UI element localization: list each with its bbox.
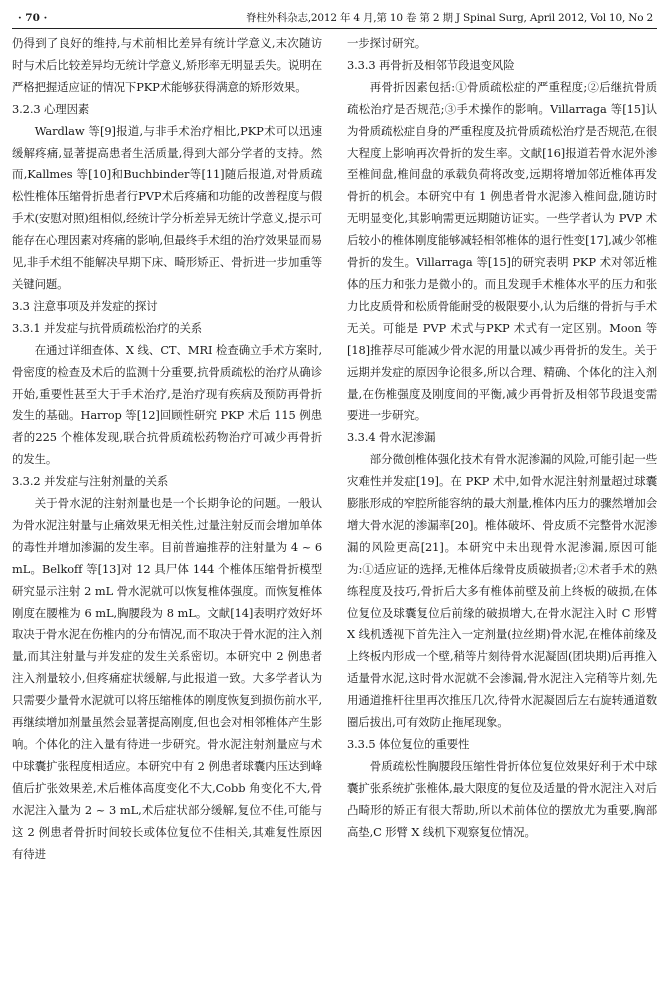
heading-3-3-3: 3.3.3 再骨折及相邻节段退变风险	[347, 57, 515, 72]
page-number: · 70 ·	[18, 12, 48, 24]
right-column	[347, 33, 657, 844]
heading-3-3: 3.3 注意事项及并发症的探讨	[12, 298, 158, 313]
heading-3-3-5: 3.3.5 体位复位的重要性	[347, 737, 470, 751]
paragraph-continued: 仍得到了良好的维持,与术前相比差异有统计学意义,末次随访时与术后比较差异均无统计学意义,矫形率无明显丢失。说明在严格把握适应证的情况下PKP术能够获得满意的矫形效果。	[12, 36, 322, 94]
heading-3-3-4: 3.3.4 骨水泥渗漏	[347, 430, 436, 445]
heading-3-3-2: 3.3.2 并发症与注射剂量的关系	[12, 474, 169, 489]
paragraph-cement-leakage: 部分微创椎体强化技术有骨水泥渗漏的风险,可能引起一些灾难性并发症[19]。在 PKP 术中,如骨水泥注射剂量超过球囊膨胀形成的窄腔所能容纳的最大剂量,椎体内压力的骤然增加会增大骨水泥的渗漏率[20]。椎体破坏、骨皮质不完整骨水泥渗漏的风险更高[21]。本研究中未出现骨水泥渗漏,原因可能为:①适应证的选择,无椎体后缘骨皮质破损者;②术者手术的熟练程度及技巧,骨折后大多有椎体前壁及前上终板的破损,在体位复位及球囊复位后前缘的破损增大,在骨水泥注入时 C 形臂 X 线机透视下首先注入一定剂量(拉丝期)骨水泥,在椎体前缘及上终板内形成一个壁,稍等片刻待骨水泥凝固(团块期)后再推入适量骨水泥,这时骨水泥就不会渗漏,骨水泥注入完稍等片刻,先用通道推杆往里再次推压几次,待骨水泥凝固后左右旋转通道数圈后拔出,可有效防止拖尾现象。	[347, 452, 657, 730]
paragraph-osteoporosis-treatment: 在通过详细查体、X 线、CT、MRI 检查确立手术方案时,骨密度的检查及术后的监测十分重要,抗骨质疏松的治疗从确诊开始,重要性甚至大于手术治疗,是治疗现有疾病及预防再骨折发生的基础。Harrop 等[12]回顾性研究 PKP 术后 115 例患者的225 个椎体发现,联合抗骨质疏松药物治疗可减少再骨折的发生。	[12, 342, 322, 467]
heading-3-2-3: 3.2.3 心理因素	[12, 101, 90, 116]
paragraph-refracture-risk: 再骨折因素包括:①骨质疏松症的严重程度;②后继抗骨质疏松治疗是否规范;③手术操作的影响。Villarraga 等[15]认为骨质疏松症自身的严重程度及抗骨质疏松治疗是否规范,在很大程度上影响再次骨折的发生率。文献[16]报道若骨水泥外渗至椎间盘,椎间盘的承载负荷将改变,远期将增加邻近椎体再发骨折的机会。本研究中有 1 例患者骨水泥渗入椎间盘,随访时无明显变化,其影响需更远期随访证实。一些学者认为 PVP 术后较小的椎体刚度能够减轻相邻椎体的退行性变[17],减少邻椎骨折的发生。Villarraga 等[15]的研究表明 PKP 术对邻近椎体的压力和张力是微小的。而且发现手术椎体水平的压力和张力比皮质骨和松质骨能耐受的极限要小,认为后继的骨折与手术无关。可能是 PVP 术式与PKP 术式有一定区别。Moon 等[18]推荐尽可能减少骨水泥的用量以减少再骨折的发生。关于远期并发症的原因争论很多,所以合理、精确、个体化的注入剂量,在伤椎强度及刚度间的平衡,减少再骨折及相邻节段退变需要进一步研究。	[347, 79, 657, 423]
journal-citation: 脊柱外科杂志,2012 年 4 月,第 10 卷 第 2 期 J Spinal Surg, April 2012, Vol 10, No 2	[245, 12, 653, 24]
running-header	[12, 8, 657, 29]
paragraph-continued-right: 一步探讨研究。	[347, 36, 427, 50]
heading-3-3-1: 3.3.1 并发症与抗骨质疏松治疗的关系	[12, 320, 203, 335]
paragraph-injection-dose: 关于骨水泥的注射剂量也是一个长期争论的问题。一般认为骨水泥注射量与止痛效果无相关性,过量注射反而会增加单体的毒性并增加渗漏的发生率。目前普遍推荐的注射量为 4 ~ 6 mL。Belkoff 等[13]对 12 具尸体 144 个椎体压缩骨折模型研究显示注射 2 mL 骨水泥就可以恢复椎体强度。而恢复椎体刚度在腰椎为 6 mL,胸腰段为 8 mL。文献[14]表明疗效好坏取决于骨水泥在伤椎内的分布情况,而不取决于骨水泥的注入剂量,而其注射量与并发症的发生关系密切。本研究中 2 例患者注入剂量较小,但疼痛症状缓解,与此报道一致。大多学者认为只需要少量骨水泥就可以将压缩椎体的刚度恢复到损伤前水平,再继续增加剂量虽然会显著提高刚度,但也会对相邻椎体产生影响。个体化的注入量有待进一步研究。骨水泥注射剂量应与术中球囊扩张程度相适应。本研究中有 2 例患者球囊内压达到峰值后扩张效果差,术后椎体高度变化不大,Cobb 角变化不大,骨水泥注入量为 2 ~ 3 mL,术后症状部分缓解,复位不佳,可能与这 2 例患者骨折时间较长或体位复位不佳相关,其难复性原因有待进	[12, 496, 322, 861]
left-column	[12, 33, 322, 865]
paragraph-psychological-factors: Wardlaw 等[9]报道,与非手术治疗相比,PKP术可以迅速缓解疼痛,显著提高患者生活质量,得到大部分学者的支持。然而,Kallmes 等[10]和Buchbinder等[11]随后报道,对骨质疏松性椎体压缩骨折患者行PVP术后疼痛和功能的改善程度与假手术(安慰对照)组相似,经统计学分析差异无统计学意义,提示可能存在心理因素对疼痛的影响,但最终手术组的治疗效果显而易见,非手术组不能解决早期下床、畸形矫正、骨折进一步加重等关键问题。	[12, 123, 322, 291]
paragraph-positional-reduction: 骨质疏松性胸腰段压缩性骨折体位复位效果好利于术中球囊扩张系统扩张椎体,最大限度的复位及适量的骨水泥注入对后凸畸形的矫正有很大帮助,所以术前体位的摆放尤为重要,胸部高垫,C 形臂 X 线机下观察复位情况。	[347, 758, 657, 839]
